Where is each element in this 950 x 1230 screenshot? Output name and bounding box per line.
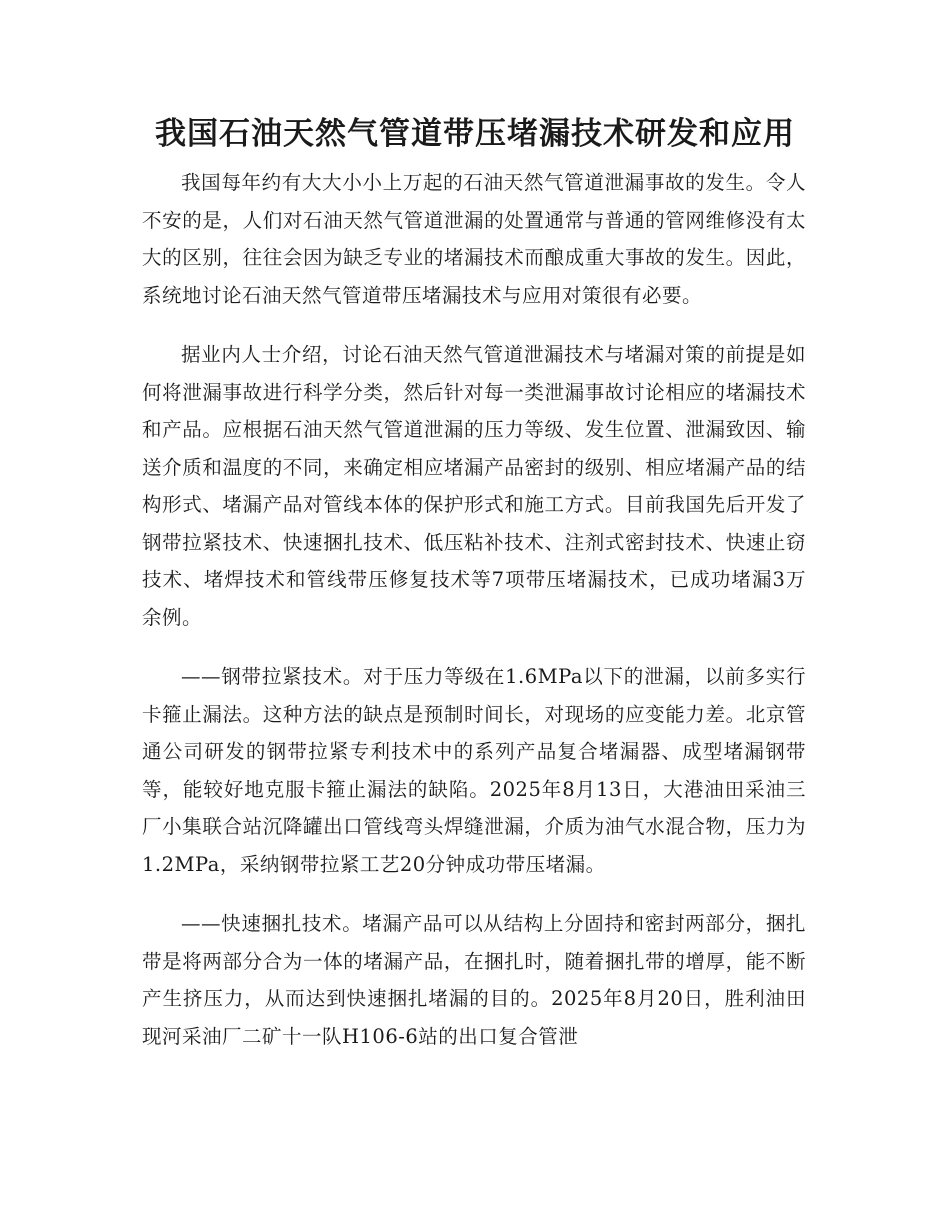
paragraph-classification: 据业内人士介绍，讨论石油天然气管道泄漏技术与堵漏对策的前提是如何将泄漏事故进行科学分类，然后针对每一类泄漏事故讨论相应的堵漏技术和产品。应根据石油天然气管道泄漏的压力等级、发生位置、泄漏致因、输送介质和温度的不同，来确定相应堵漏产品密封的级别、相应堵漏产品的结构形式、堵漏产品对管线本体的保护形式和施工方式。目前我国先后开发了钢带拉紧技术、快速捆扎技术、低压粘补技术、注剂式密封技术、快速止窃技术、堵焊技术和管线带压修复技术等7项带压堵漏技术，已成功堵漏3万余例。 — [142, 343, 806, 629]
paragraph-intro: 我国每年约有大大小小上万起的石油天然气管道泄漏事故的发生。令人不安的是，人们对石油天然气管道泄漏的处置通常与普通的管网维修没有太大的区别，往往会因为缺乏专业的堵漏技术而酿成重大事故的发生。因此，系统地讨论石油天然气管道带压堵漏技术与应用对策很有必要。 — [142, 171, 806, 307]
paragraph-steel-band: ——钢带拉紧技术。对于压力等级在1.6MPa以下的泄漏，以前多实行卡箍止漏法。这种方法的缺点是预制时间长，对现场的应变能力差。北京管通公司研发的钢带拉紧专利技术中的系列产品复合堵漏器、成型堵漏钢带等，能较好地克服卡箍止漏法的缺陷。2025年8月13日，大港油田采油三厂小集联合站沉降罐出口管线弯头焊缝泄漏，介质为油气水混合物，压力为1.2MPa，采纳钢带拉紧工艺20分钟成功带压堵漏。 — [142, 665, 806, 876]
paragraph-quick-binding: ——快速捆扎技术。堵漏产品可以从结构上分固持和密封两部分，捆扎带是将两部分合为一体的堵漏产品，在捆扎时，随着捆扎带的增厚，能不断产生挤压力，从而达到快速捆扎堵漏的目的。2025年8月20日，胜利油田现河采油厂二矿十一队H106-6站的出口复合管泄 — [142, 912, 806, 1048]
document-body — [142, 164, 806, 1077]
document-title: 我国石油天然气管道带压堵漏技术研发和应用 — [155, 116, 795, 152]
